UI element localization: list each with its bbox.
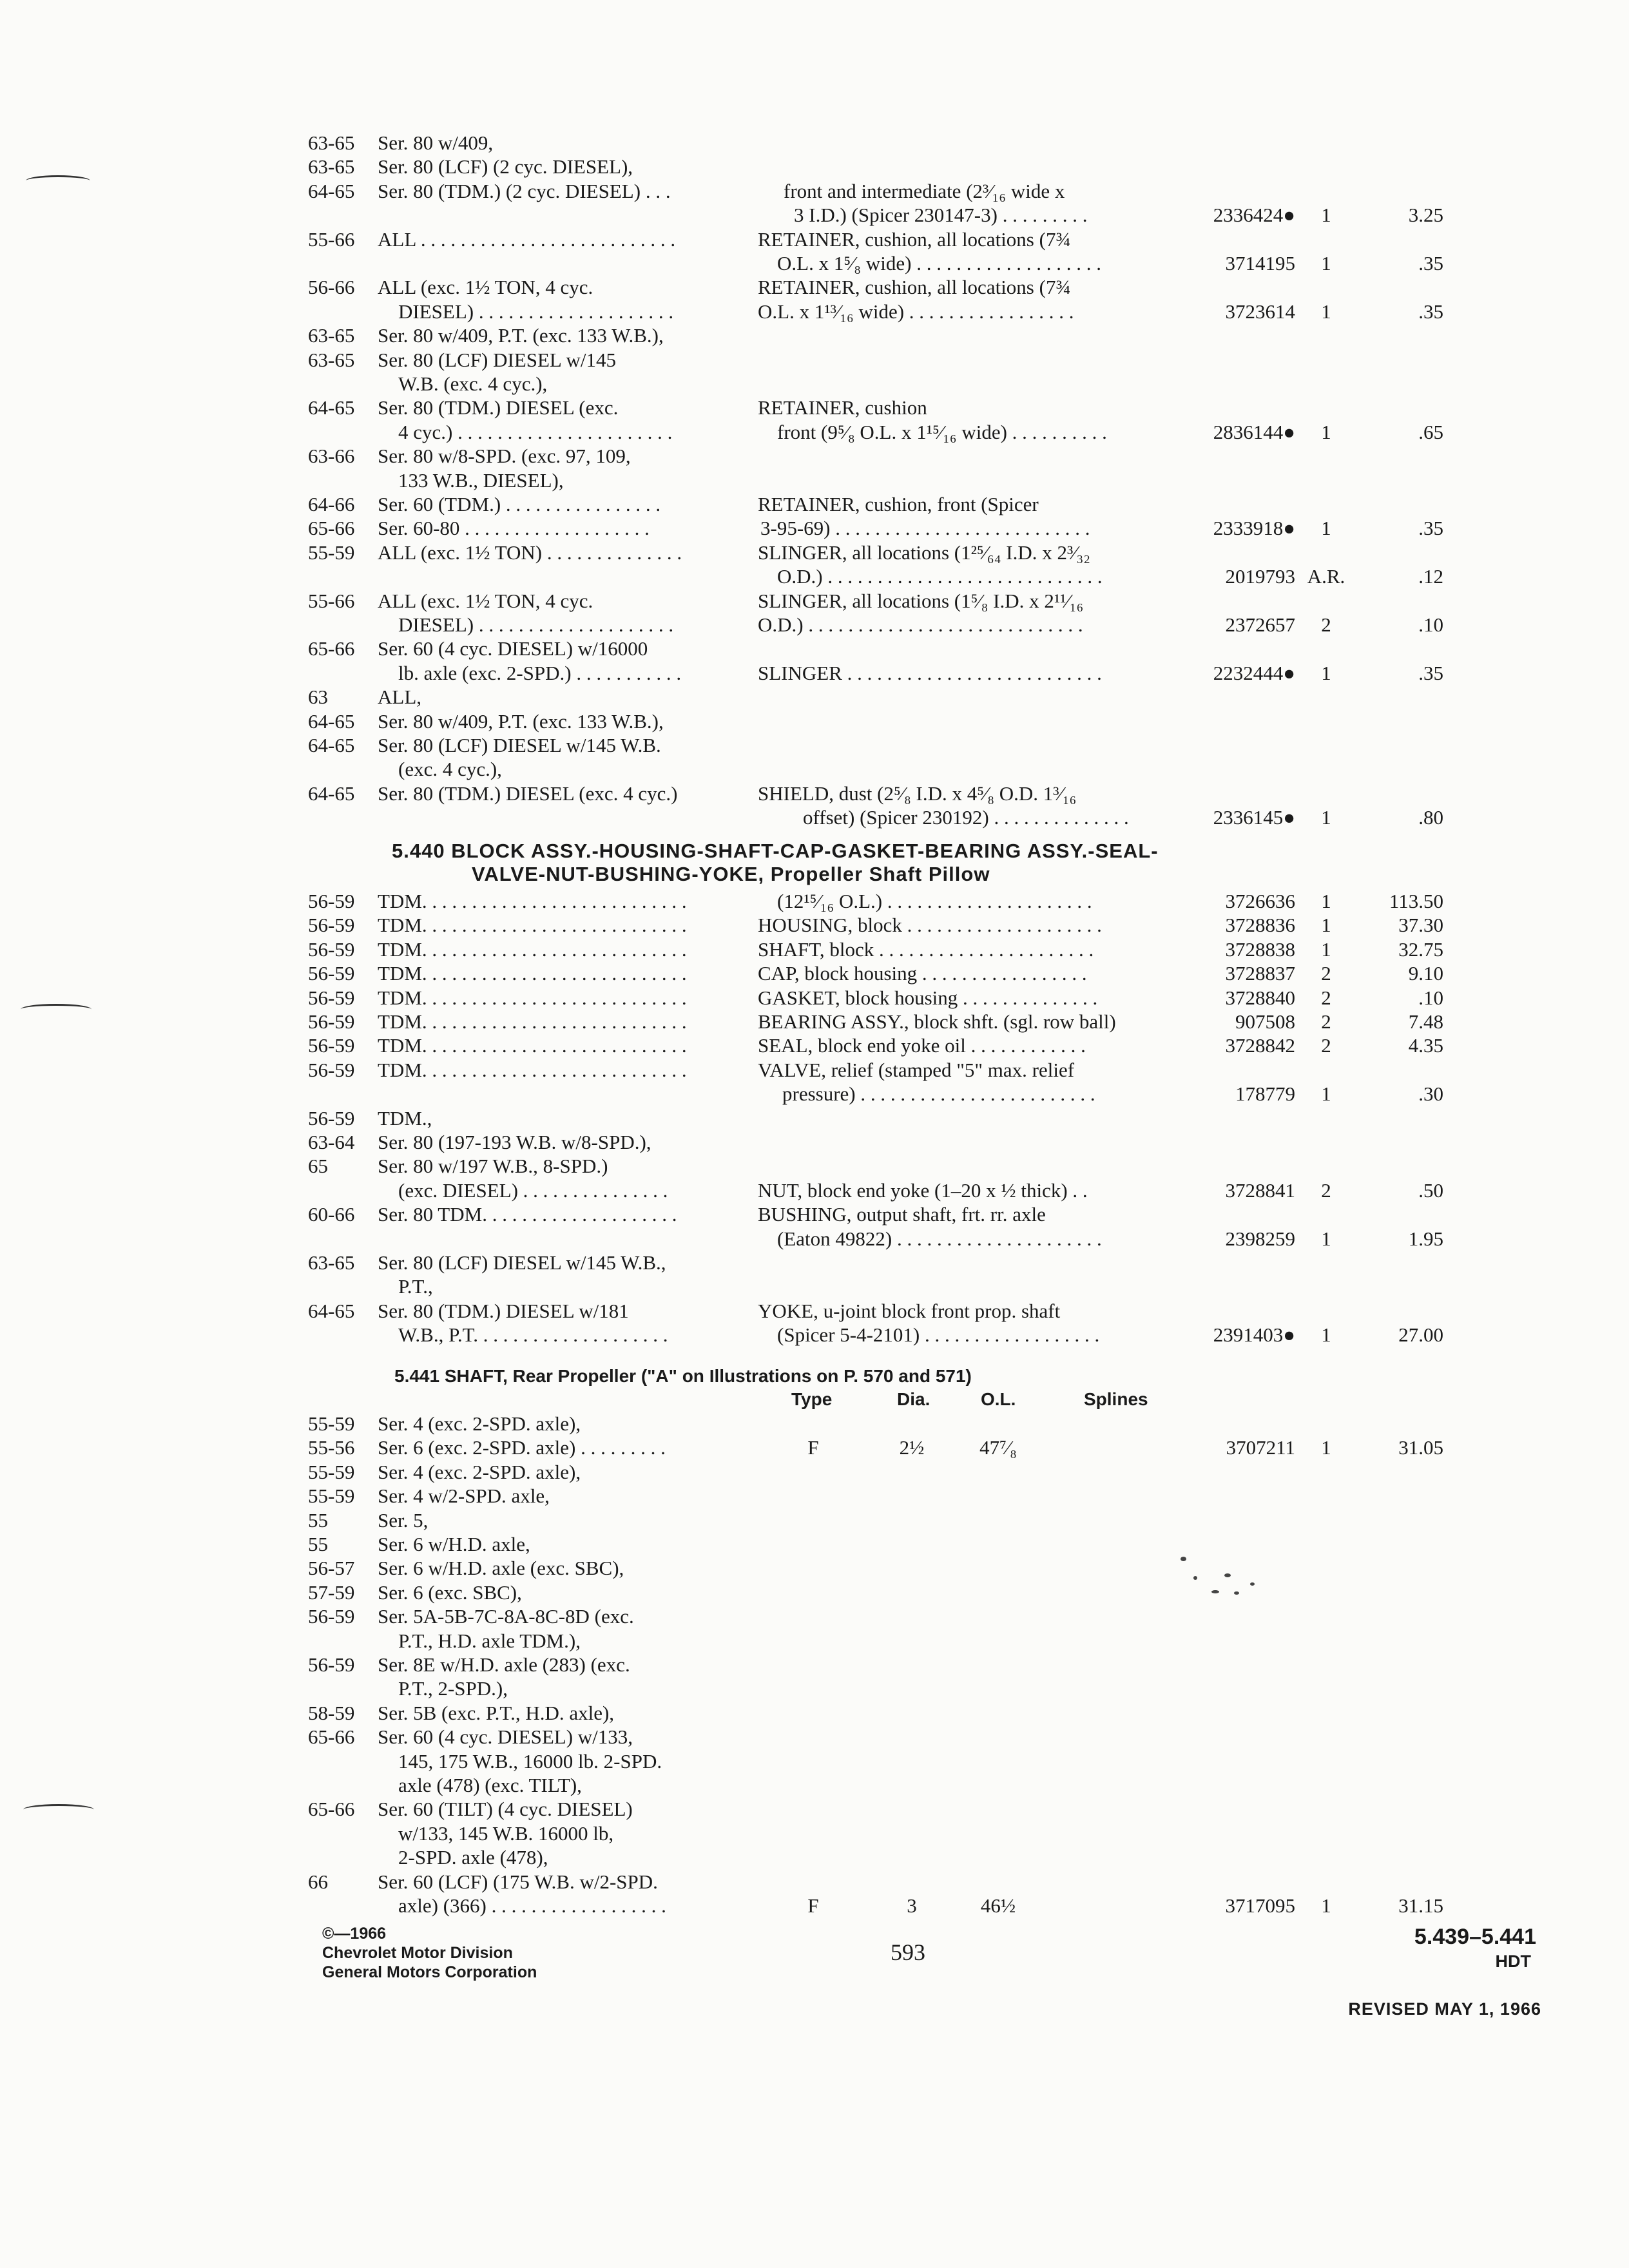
row-app: TDM. . . . . . . . . . . . . . . . . . . . . . . . . . . <box>378 1010 687 1033</box>
row-type: F <box>807 1436 819 1459</box>
row-desc: VALVE, relief (stamped "5" max. relief <box>758 1058 1075 1081</box>
row-app: DIESEL) . . . . . . . . . . . . . . . . . . . . <box>398 300 674 323</box>
col-header-splines: Splines <box>1084 1389 1148 1409</box>
corporation-name: General Motors Corporation <box>322 1963 537 1981</box>
row-year: 56-59 <box>308 1058 355 1081</box>
row-type: F <box>807 1894 819 1917</box>
row-desc: O.L. x 1⁵⁄₈ wide) . . . . . . . . . . . . . . . . . . . <box>777 252 1101 274</box>
row-price: 4.35 <box>1408 1034 1443 1057</box>
scan-mark <box>21 1004 92 1015</box>
row-price: 32.75 <box>1398 937 1443 961</box>
row-app: Ser. 4 (exc. 2-SPD. axle), <box>378 1460 581 1483</box>
row-qty: 1 <box>1321 890 1331 912</box>
row-year: 55-59 <box>308 1460 355 1483</box>
row-year: 58-59 <box>308 1701 355 1724</box>
row-app: Ser. 60-80 . . . . . . . . . . . . . . . . . . . <box>378 517 650 540</box>
row-qty: 1 <box>1321 420 1331 443</box>
row-qty: 2 <box>1321 1178 1331 1202</box>
row-qty: 2 <box>1321 1034 1331 1057</box>
row-part: 3717095 <box>1225 1894 1295 1917</box>
row-desc: O.D.) . . . . . . . . . . . . . . . . . . . . . . . . . . . . <box>777 565 1103 588</box>
row-qty: 1 <box>1321 300 1331 323</box>
row-price: .10 <box>1418 613 1443 636</box>
row-app: TDM. . . . . . . . . . . . . . . . . . . . . . . . . . . <box>378 1058 687 1081</box>
row-year: 64-65 <box>308 179 355 202</box>
row-app: axle) (366) . . . . . . . . . . . . . . . . . . <box>398 1894 666 1917</box>
row-app: Ser. 80 (TDM.) DIESEL w/181 <box>378 1299 629 1322</box>
row-qty: 1 <box>1321 204 1331 227</box>
row-year: 63-65 <box>308 155 355 178</box>
scan-mark <box>23 1804 94 1815</box>
row-app: Ser. 60 (4 cyc. DIESEL) w/133, <box>378 1725 633 1749</box>
row-year: 56-59 <box>308 937 355 961</box>
row-year: 57-59 <box>308 1581 355 1604</box>
row-year: 66 <box>308 1870 328 1893</box>
row-app: TDM. . . . . . . . . . . . . . . . . . . . . . . . . . . <box>378 962 687 985</box>
row-desc: YOKE, u-joint block front prop. shaft <box>758 1299 1061 1322</box>
row-year: 55-59 <box>308 541 355 564</box>
row-app: Ser. 80 (LCF) DIESEL w/145 W.B., <box>378 1251 666 1274</box>
row-app: Ser. 80 (TDM.) DIESEL (exc. <box>378 396 619 419</box>
row-app: TDM. . . . . . . . . . . . . . . . . . . . . . . . . . . <box>378 986 687 1009</box>
row-qty: 1 <box>1321 914 1331 937</box>
row-app: TDM. . . . . . . . . . . . . . . . . . . . . . . . . . . <box>378 890 687 912</box>
page-number: 593 <box>891 1939 925 1965</box>
row-qty: 1 <box>1321 517 1331 540</box>
row-app: Ser. 60 (TDM.) . . . . . . . . . . . . . . . . <box>378 493 661 515</box>
row-price: 37.30 <box>1398 914 1443 937</box>
row-year: 64-66 <box>308 493 355 515</box>
row-app: Ser. 5A-5B-7C-8A-8C-8D (exc. <box>378 1605 634 1628</box>
row-app: ALL (exc. 1½ TON, 4 cyc. <box>378 276 593 299</box>
row-year: 64-65 <box>308 1299 355 1322</box>
scan-speck <box>1224 1573 1231 1577</box>
row-app: 133 W.B., DIESEL), <box>398 468 564 492</box>
row-desc: (Spicer 5-4-2101) . . . . . . . . . . . . . . . . . . <box>777 1323 1100 1347</box>
row-price: .65 <box>1418 420 1443 443</box>
series-label: HDT <box>1495 1952 1531 1971</box>
row-app: Ser. 5B (exc. P.T., H.D. axle), <box>378 1701 615 1724</box>
scan-speck <box>1211 1590 1219 1593</box>
row-app: ALL, <box>378 686 422 709</box>
row-year: 65-66 <box>308 1725 355 1749</box>
row-price: .35 <box>1418 517 1443 540</box>
row-desc: O.D.) . . . . . . . . . . . . . . . . . . . . . . . . . . . . <box>758 613 1083 636</box>
row-desc: CAP, block housing . . . . . . . . . . . . . . . . . <box>758 962 1087 985</box>
row-part: 2398259 <box>1225 1227 1295 1250</box>
row-year: 55-59 <box>308 1412 355 1435</box>
row-app: Ser. 80 (TDM.) (2 cyc. DIESEL) . . . <box>378 179 671 202</box>
division-name: Chevrolet Motor Division <box>322 1944 513 1962</box>
row-desc: RETAINER, cushion, all locations (7¾ <box>758 227 1071 251</box>
row-part: 2372657 <box>1225 613 1295 636</box>
row-app: Ser. 4 w/2-SPD. axle, <box>378 1485 550 1508</box>
row-year: 56-57 <box>308 1557 355 1580</box>
section-range: 5.439–5.441 <box>1414 1925 1536 1949</box>
row-price: 9.10 <box>1408 962 1443 985</box>
row-desc: HOUSING, block . . . . . . . . . . . . . . . . . . . . <box>758 914 1102 937</box>
row-app: Ser. 80 (197-193 W.B. w/8-SPD.), <box>378 1131 651 1153</box>
row-desc: 3 I.D.) (Spicer 230147-3) . . . . . . . . . <box>794 204 1088 227</box>
col-header-dia: Dia. <box>897 1389 930 1409</box>
row-year: 63-65 <box>308 324 355 347</box>
row-year: 63-65 <box>308 348 355 371</box>
row-price: 27.00 <box>1398 1323 1443 1347</box>
row-year: 63 <box>308 686 328 709</box>
row-dia: 3 <box>907 1894 917 1917</box>
row-app: TDM. . . . . . . . . . . . . . . . . . . . . . . . . . . <box>378 914 687 937</box>
row-app: ALL (exc. 1½ TON) . . . . . . . . . . . . . . <box>378 541 682 564</box>
row-desc: SLINGER, all locations (1⁵⁄₈ I.D. x 2¹¹⁄₁₆ <box>758 589 1084 612</box>
row-app: ALL (exc. 1½ TON, 4 cyc. <box>378 589 593 612</box>
row-app: Ser. 80 (TDM.) DIESEL (exc. 4 cyc.) <box>378 782 678 805</box>
row-part: 3728842 <box>1225 1034 1295 1057</box>
row-part: 2836144● <box>1213 420 1295 443</box>
row-year: 65-66 <box>308 637 355 660</box>
row-app: w/133, 145 W.B. 16000 lb, <box>398 1821 614 1845</box>
row-price: .35 <box>1418 252 1443 274</box>
row-part: 3728841 <box>1225 1178 1295 1202</box>
row-year: 55-66 <box>308 589 355 612</box>
row-app: Ser. 60 (TILT) (4 cyc. DIESEL) <box>378 1798 633 1821</box>
row-part: 2232444● <box>1213 661 1295 684</box>
row-app: Ser. 60 (4 cyc. DIESEL) w/16000 <box>378 637 648 660</box>
row-app: 2-SPD. axle (478), <box>398 1846 548 1869</box>
row-qty: A.R. <box>1307 565 1345 588</box>
row-app: Ser. 80 w/8-SPD. (exc. 97, 109, <box>378 445 631 468</box>
row-desc: SHAFT, block . . . . . . . . . . . . . . . . . . . . . . <box>758 937 1094 961</box>
row-desc: 3-95-69) . . . . . . . . . . . . . . . . . . . . . . . . . . <box>760 517 1090 540</box>
row-price: 3.25 <box>1408 204 1443 227</box>
row-app: TDM. . . . . . . . . . . . . . . . . . . . . . . . . . . <box>378 937 687 961</box>
row-desc: RETAINER, cushion, front (Spicer <box>758 493 1039 515</box>
row-app: Ser. 60 (LCF) (175 W.B. w/2-SPD. <box>378 1870 658 1893</box>
row-year: 55-59 <box>308 1485 355 1508</box>
revised-date: REVISED MAY 1, 1966 <box>1348 1999 1541 2019</box>
row-year: 56-59 <box>308 914 355 937</box>
row-desc: O.L. x 1¹³⁄₁₆ wide) . . . . . . . . . . . . . . . . . <box>758 300 1074 323</box>
row-year: 55 <box>308 1533 328 1555</box>
row-qty: 2 <box>1321 1010 1331 1033</box>
section-5441-heading: 5.441 SHAFT, Rear Propeller ("A" on Illustrations on P. 570 and 571) <box>394 1366 972 1386</box>
row-part: 3726636 <box>1225 890 1295 912</box>
row-year: 56-59 <box>308 962 355 985</box>
row-app: Ser. 6 (exc. SBC), <box>378 1581 522 1604</box>
section-5440-subheading: VALVE-NUT-BUSHING-YOKE, Propeller Shaft Pillow <box>472 863 990 885</box>
row-app: (exc. DIESEL) . . . . . . . . . . . . . . . <box>398 1178 668 1202</box>
row-app: Ser. 80 (LCF) DIESEL w/145 W.B. <box>378 734 661 756</box>
row-price: 31.15 <box>1398 1894 1443 1917</box>
row-part: 3707211 <box>1226 1436 1295 1459</box>
row-app: ALL . . . . . . . . . . . . . . . . . . . . . . . . . . <box>378 227 676 251</box>
row-year: 63-65 <box>308 131 355 154</box>
row-qty: 1 <box>1321 806 1331 829</box>
row-year: 63-64 <box>308 1131 355 1153</box>
row-app: Ser. 4 (exc. 2-SPD. axle), <box>378 1412 581 1435</box>
row-qty: 1 <box>1321 1894 1331 1917</box>
row-qty: 2 <box>1321 986 1331 1009</box>
row-desc: SLINGER . . . . . . . . . . . . . . . . . . . . . . . . . . <box>758 661 1102 684</box>
row-app: DIESEL) . . . . . . . . . . . . . . . . . . . . <box>398 613 674 636</box>
row-app: Ser. 6 (exc. 2-SPD. axle) . . . . . . . . . <box>378 1436 666 1459</box>
row-year: 56-59 <box>308 1653 355 1676</box>
row-year: 55 <box>308 1508 328 1532</box>
row-app: Ser. 80 (LCF) DIESEL w/145 <box>378 348 616 371</box>
row-desc: (12¹⁵⁄₁₆ O.L.) . . . . . . . . . . . . . . . . . . . . . <box>777 890 1092 912</box>
row-part: 3728836 <box>1225 914 1295 937</box>
row-year: 56-59 <box>308 986 355 1009</box>
row-desc: BUSHING, output shaft, frt. rr. axle <box>758 1203 1046 1226</box>
scan-speck <box>1250 1582 1255 1586</box>
row-app: 145, 175 W.B., 16000 lb. 2-SPD. <box>398 1749 662 1773</box>
row-year: 63-66 <box>308 445 355 468</box>
row-ol: 46½ <box>980 1894 1016 1917</box>
row-desc: SLINGER, all locations (1²⁵⁄₆₄ I.D. x 2³⁄₃₂ <box>758 541 1091 564</box>
row-year: 64-65 <box>308 396 355 419</box>
row-desc: SEAL, block end yoke oil . . . . . . . . . . . . <box>758 1034 1086 1057</box>
row-desc: front (9⁵⁄₈ O.L. x 1¹⁵⁄₁₆ wide) . . . . . . . . . . <box>777 420 1107 443</box>
row-app: Ser. 80 w/409, P.T. (exc. 133 W.B.), <box>378 709 664 733</box>
row-year: 55-66 <box>308 227 355 251</box>
row-part: 2336145● <box>1213 806 1295 829</box>
row-app: lb. axle (exc. 2-SPD.) . . . . . . . . . . . <box>398 661 682 684</box>
row-qty: 1 <box>1321 1227 1331 1250</box>
row-app: Ser. 80 TDM. . . . . . . . . . . . . . . . . . . . <box>378 1203 677 1226</box>
row-qty: 1 <box>1321 252 1331 274</box>
row-year: 64-65 <box>308 709 355 733</box>
row-year: 56-59 <box>308 1106 355 1129</box>
row-desc: RETAINER, cushion <box>758 396 927 419</box>
row-app: 4 cyc.) . . . . . . . . . . . . . . . . . . . . . . <box>398 420 673 443</box>
row-desc: RETAINER, cushion, all locations (7¾ <box>758 276 1071 299</box>
col-header-ol: O.L. <box>981 1389 1016 1409</box>
row-price: .80 <box>1418 806 1443 829</box>
scan-speck <box>1181 1557 1186 1561</box>
row-qty: 1 <box>1321 1436 1331 1459</box>
row-year: 56-66 <box>308 276 355 299</box>
row-qty: 2 <box>1321 613 1331 636</box>
row-desc: offset) (Spicer 230192) . . . . . . . . . . . . . . <box>803 806 1129 829</box>
copyright: ©—1966 <box>322 1925 387 1943</box>
row-year: 56-59 <box>308 890 355 912</box>
row-app: Ser. 8E w/H.D. axle (283) (exc. <box>378 1653 630 1676</box>
row-qty: 1 <box>1321 661 1331 684</box>
row-price: .35 <box>1418 300 1443 323</box>
row-app: P.T., <box>398 1275 433 1298</box>
row-year: 65 <box>308 1155 328 1178</box>
row-year: 60-66 <box>308 1203 355 1226</box>
row-price: 31.05 <box>1398 1436 1443 1459</box>
row-app: Ser. 80 w/409, P.T. (exc. 133 W.B.), <box>378 324 664 347</box>
row-year: 56-59 <box>308 1010 355 1033</box>
row-price: .10 <box>1418 986 1443 1009</box>
scan-speck <box>1234 1591 1239 1595</box>
row-price: .35 <box>1418 661 1443 684</box>
row-price: 113.50 <box>1389 890 1443 912</box>
row-desc: SHIELD, dust (2⁵⁄₈ I.D. x 4⁵⁄₈ O.D. 1³⁄₁₆ <box>758 782 1077 805</box>
row-part: 3714195 <box>1225 252 1295 274</box>
row-app: Ser. 80 (LCF) (2 cyc. DIESEL), <box>378 155 633 178</box>
row-app: Ser. 6 w/H.D. axle (exc. SBC), <box>378 1557 624 1580</box>
row-part: 3728840 <box>1225 986 1295 1009</box>
scan-speck <box>1193 1576 1197 1580</box>
row-qty: 1 <box>1321 1082 1331 1106</box>
row-desc: BEARING ASSY., block shft. (sgl. row ball) <box>758 1010 1116 1033</box>
row-app: Ser. 80 w/409, <box>378 131 494 154</box>
row-ol: 47⁷⁄₈ <box>979 1436 1017 1459</box>
row-part: 2391403● <box>1213 1323 1295 1347</box>
row-app: P.T., H.D. axle TDM.), <box>398 1629 581 1652</box>
row-year: 56-59 <box>308 1605 355 1628</box>
row-app: (exc. 4 cyc.), <box>398 758 502 781</box>
row-part: 907508 <box>1235 1010 1295 1033</box>
section-5440-heading: 5.440 BLOCK ASSY.-HOUSING-SHAFT-CAP-GASKET-BEARING ASSY.-SEAL- <box>392 840 1159 862</box>
row-part: 178779 <box>1235 1082 1295 1106</box>
col-header-type: Type <box>791 1389 833 1409</box>
row-part: 3728837 <box>1225 962 1295 985</box>
row-desc: pressure) . . . . . . . . . . . . . . . . . . . . . . . . <box>782 1082 1095 1106</box>
row-year: 55-56 <box>308 1436 355 1459</box>
row-price: 1.95 <box>1408 1227 1443 1250</box>
row-year: 64-65 <box>308 734 355 756</box>
row-price: .30 <box>1418 1082 1443 1106</box>
row-price: .50 <box>1418 1178 1443 1202</box>
row-app: P.T., 2-SPD.), <box>398 1677 508 1700</box>
scan-mark <box>26 175 90 186</box>
row-app: Ser. 5, <box>378 1508 429 1532</box>
row-qty: 2 <box>1321 962 1331 985</box>
row-desc: front and intermediate (2³⁄₁₆ wide x <box>784 179 1065 202</box>
row-year: 64-65 <box>308 782 355 805</box>
row-year: 65-66 <box>308 1798 355 1821</box>
row-app: Ser. 6 w/H.D. axle, <box>378 1533 530 1555</box>
row-qty: 1 <box>1321 937 1331 961</box>
row-part: 3723614 <box>1225 300 1295 323</box>
row-part: 2336424● <box>1213 204 1295 227</box>
row-dia: 2½ <box>899 1436 925 1459</box>
row-app: Ser. 80 w/197 W.B., 8-SPD.) <box>378 1155 608 1178</box>
row-part: 3728838 <box>1225 937 1295 961</box>
row-app: axle (478) (exc. TILT), <box>398 1774 582 1796</box>
row-app: W.B. (exc. 4 cyc.), <box>398 372 548 395</box>
row-price: .12 <box>1418 565 1443 588</box>
row-desc: GASKET, block housing . . . . . . . . . . . . . . <box>758 986 1098 1009</box>
row-app: TDM. . . . . . . . . . . . . . . . . . . . . . . . . . . <box>378 1034 687 1057</box>
row-part: 2333918● <box>1213 517 1295 540</box>
row-app: W.B., P.T. . . . . . . . . . . . . . . . . . . . <box>398 1323 668 1347</box>
row-desc: (Eaton 49822) . . . . . . . . . . . . . . . . . . . . . <box>777 1227 1102 1250</box>
row-year: 65-66 <box>308 517 355 540</box>
row-year: 63-65 <box>308 1251 355 1274</box>
row-year: 56-59 <box>308 1034 355 1057</box>
row-part: 2019793 <box>1225 565 1295 588</box>
row-desc: NUT, block end yoke (1–20 x ½ thick) . . <box>758 1178 1088 1202</box>
row-qty: 1 <box>1321 1323 1331 1347</box>
row-app: TDM., <box>378 1106 432 1129</box>
row-price: 7.48 <box>1408 1010 1443 1033</box>
